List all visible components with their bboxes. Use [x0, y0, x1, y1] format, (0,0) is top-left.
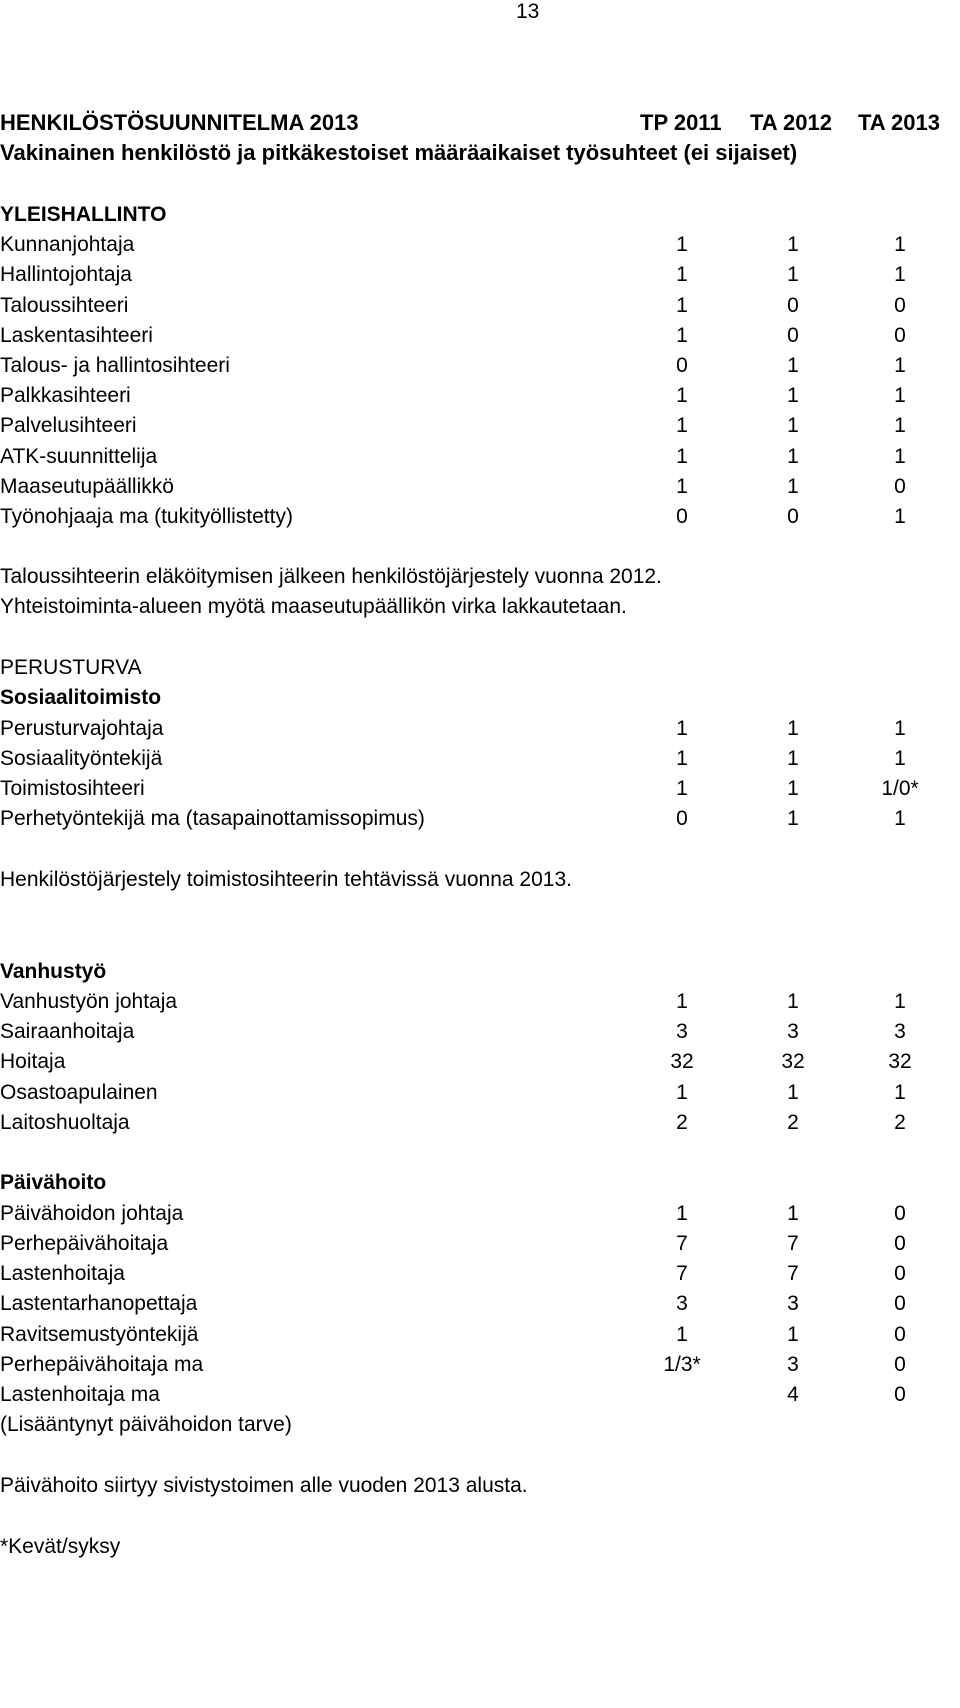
value-ta-2013: 1 — [894, 354, 906, 377]
row-label: Sairaanhoitaja — [0, 1020, 135, 1043]
value-tp-2011: 32 — [670, 1050, 694, 1073]
value-ta-2013: 1/0* — [881, 777, 919, 800]
row-label: Hallintojohtaja — [0, 263, 132, 286]
table-row — [0, 324, 960, 354]
value-ta-2012: 1 — [787, 1202, 799, 1225]
subsection-heading-paivahoito: Päivähoito — [0, 1171, 107, 1194]
section-heading-yleishallinto: YLEISHALLINTO — [0, 203, 167, 226]
value-ta-2012: 3 — [787, 1292, 799, 1315]
table-row — [0, 475, 960, 505]
value-ta-2013: 1 — [894, 445, 906, 468]
value-tp-2011: 2 — [676, 1111, 688, 1134]
value-ta-2013: 3 — [894, 1020, 906, 1043]
document-subtitle: Vakinainen henkilöstö ja pitkäkestoiset määräaikaiset työsuhteet (ei sijaiset) — [0, 140, 798, 165]
table-row — [0, 233, 960, 263]
value-tp-2011: 3 — [676, 1292, 688, 1315]
table-row — [0, 294, 960, 324]
value-tp-2011: 1 — [676, 1323, 688, 1346]
note-text: Yhteistoiminta-alueen myötä maaseutupäällikön virka lakkautetaan. — [0, 595, 627, 618]
value-ta-2012: 32 — [781, 1050, 805, 1073]
value-ta-2012: 1 — [787, 1081, 799, 1104]
table-row — [0, 777, 960, 807]
row-label: Osastoapulainen — [0, 1081, 158, 1104]
value-ta-2013: 0 — [894, 1323, 906, 1346]
table-row — [0, 1202, 960, 1232]
table-row — [0, 1323, 960, 1353]
value-tp-2011: 1 — [676, 475, 688, 498]
value-tp-2011: 1 — [676, 1081, 688, 1104]
value-ta-2013: 32 — [888, 1050, 912, 1073]
row-label: Maaseutupäällikkö — [0, 475, 174, 498]
value-tp-2011: 1 — [676, 445, 688, 468]
row-label: Palkkasihteeri — [0, 384, 131, 407]
value-ta-2013: 1 — [894, 747, 906, 770]
subsection-heading-vanhustyo: Vanhustyö — [0, 960, 107, 983]
table-row — [0, 445, 960, 475]
row-label: Laitoshuoltaja — [0, 1111, 130, 1134]
table-row — [0, 1050, 960, 1080]
value-tp-2011: 1 — [676, 990, 688, 1013]
value-tp-2011: 1 — [676, 294, 688, 317]
value-ta-2013: 0 — [894, 475, 906, 498]
value-ta-2013: 0 — [894, 1353, 906, 1376]
value-ta-2012: 1 — [787, 1323, 799, 1346]
value-ta-2012: 4 — [787, 1383, 799, 1406]
value-ta-2012: 2 — [787, 1111, 799, 1134]
row-label: Laskentasihteeri — [0, 324, 153, 347]
value-tp-2011: 1 — [676, 324, 688, 347]
value-ta-2013: 1 — [894, 233, 906, 256]
row-label: Kunnanjohtaja — [0, 233, 135, 256]
table-row — [0, 1111, 960, 1141]
value-tp-2011: 1 — [676, 1202, 688, 1225]
value-ta-2012: 1 — [787, 445, 799, 468]
table-row — [0, 807, 960, 837]
table-row — [0, 505, 960, 535]
row-label: Päivähoidon johtaja — [0, 1202, 184, 1225]
table-row — [0, 1292, 960, 1322]
value-tp-2011: 1 — [676, 717, 688, 740]
value-tp-2011: 0 — [676, 807, 688, 830]
value-ta-2013: 1 — [894, 990, 906, 1013]
value-ta-2012: 1 — [787, 747, 799, 770]
row-label: Työnohjaaja ma (tukityöllistetty) — [0, 505, 293, 528]
value-ta-2013: 1 — [894, 384, 906, 407]
value-ta-2013: 0 — [894, 324, 906, 347]
value-ta-2013: 1 — [894, 263, 906, 286]
value-ta-2013: 1 — [894, 717, 906, 740]
value-ta-2012: 1 — [787, 263, 799, 286]
value-ta-2013: 0 — [894, 1292, 906, 1315]
value-tp-2011: 0 — [676, 505, 688, 528]
row-label: Perhepäivähoitaja — [0, 1232, 169, 1255]
row-label: Sosiaalityöntekijä — [0, 747, 163, 770]
row-label: Perhepäivähoitaja ma — [0, 1353, 204, 1376]
value-tp-2011: 1 — [676, 384, 688, 407]
value-ta-2012: 3 — [787, 1353, 799, 1376]
value-tp-2011: 1 — [676, 747, 688, 770]
table-row — [0, 1232, 960, 1262]
table-row — [0, 354, 960, 384]
table-row — [0, 1081, 960, 1111]
value-ta-2012: 1 — [787, 354, 799, 377]
value-ta-2012: 1 — [787, 414, 799, 437]
value-ta-2012: 1 — [787, 717, 799, 740]
value-ta-2012: 1 — [787, 807, 799, 830]
value-ta-2012: 0 — [787, 324, 799, 347]
value-ta-2013: 0 — [894, 1383, 906, 1406]
column-header-ta-2012: TA 2012 — [750, 110, 832, 135]
row-label: Talous- ja hallintosihteeri — [0, 354, 230, 377]
value-ta-2012: 1 — [787, 384, 799, 407]
table-row — [0, 384, 960, 414]
value-ta-2012: 0 — [787, 294, 799, 317]
value-ta-2013: 0 — [894, 294, 906, 317]
table-row — [0, 1383, 960, 1413]
footnote: *Kevät/syksy — [0, 1535, 121, 1558]
value-ta-2012: 0 — [787, 505, 799, 528]
value-tp-2011: 3 — [676, 1020, 688, 1043]
value-tp-2011: 1 — [676, 414, 688, 437]
column-header-ta-2013: TA 2013 — [858, 110, 940, 135]
value-ta-2013: 1 — [894, 807, 906, 830]
value-tp-2011: 1/3* — [663, 1353, 701, 1376]
row-label: Lastenhoitaja ma — [0, 1383, 160, 1406]
table-row — [0, 263, 960, 293]
note-text: Päivähoito siirtyy sivistystoimen alle vuoden 2013 alusta. — [0, 1474, 528, 1497]
value-tp-2011: 1 — [676, 233, 688, 256]
table-row — [0, 1353, 960, 1383]
column-header-tp-2011: TP 2011 — [640, 110, 722, 135]
row-label: ATK-suunnittelija — [0, 445, 158, 468]
table-row — [0, 990, 960, 1020]
row-label: Toimistosihteeri — [0, 777, 145, 800]
value-tp-2011: 1 — [676, 777, 688, 800]
value-ta-2012: 1 — [787, 475, 799, 498]
value-tp-2011: 7 — [676, 1232, 688, 1255]
row-label: Perusturvajohtaja — [0, 717, 164, 740]
value-ta-2013: 1 — [894, 505, 906, 528]
document-title: HENKILÖSTÖSUUNNITELMA 2013 — [0, 110, 359, 135]
value-ta-2012: 7 — [787, 1232, 799, 1255]
subsection-heading-sosiaalitoimisto: Sosiaalitoimisto — [0, 686, 162, 709]
row-label: Lastenhoitaja — [0, 1262, 125, 1285]
row-label: Perhetyöntekijä ma (tasapainottamissopimus) — [0, 807, 425, 830]
value-tp-2011: 0 — [676, 354, 688, 377]
row-label: Palvelusihteeri — [0, 414, 137, 437]
value-ta-2012: 3 — [787, 1020, 799, 1043]
value-ta-2013: 0 — [894, 1232, 906, 1255]
table-row — [0, 747, 960, 777]
section-heading-perusturva: PERUSTURVA — [0, 656, 142, 679]
note-text: Henkilöstöjärjestely toimistosihteerin tehtävissä vuonna 2013. — [0, 868, 572, 891]
row-label: Hoitaja — [0, 1050, 66, 1073]
value-tp-2011: 7 — [676, 1262, 688, 1285]
table-row — [0, 717, 960, 747]
row-label: Ravitsemustyöntekijä — [0, 1323, 199, 1346]
value-ta-2013: 0 — [894, 1202, 906, 1225]
note-text: Taloussihteerin eläköitymisen jälkeen henkilöstöjärjestely vuonna 2012. — [0, 565, 662, 588]
note-text: (Lisääntynyt päivähoidon tarve) — [0, 1413, 292, 1436]
value-tp-2011: 1 — [676, 263, 688, 286]
value-ta-2013: 0 — [894, 1262, 906, 1285]
value-ta-2012: 7 — [787, 1262, 799, 1285]
value-ta-2013: 2 — [894, 1111, 906, 1134]
table-row — [0, 1020, 960, 1050]
value-ta-2012: 1 — [787, 990, 799, 1013]
value-ta-2012: 1 — [787, 777, 799, 800]
value-ta-2012: 1 — [787, 233, 799, 256]
value-ta-2013: 1 — [894, 1081, 906, 1104]
value-ta-2013: 1 — [894, 414, 906, 437]
table-row — [0, 1262, 960, 1292]
page-number: 13 — [516, 0, 540, 23]
row-label: Vanhustyön johtaja — [0, 990, 178, 1013]
row-label: Taloussihteeri — [0, 294, 129, 317]
table-row — [0, 414, 960, 444]
row-label: Lastentarhanopettaja — [0, 1292, 198, 1315]
